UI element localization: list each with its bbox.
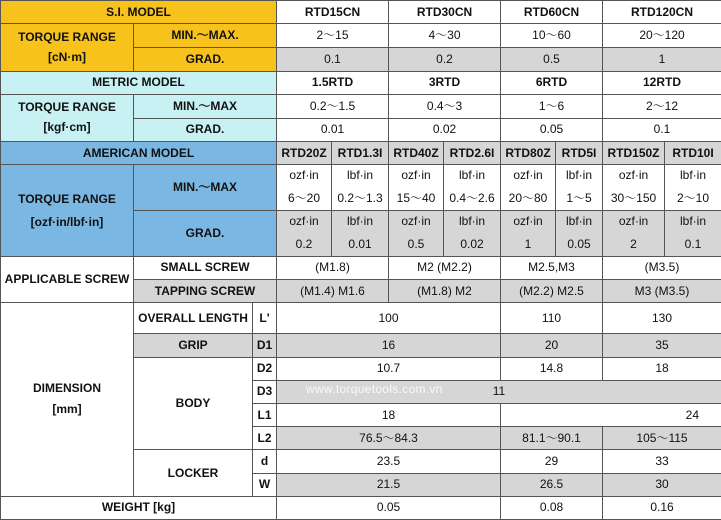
american-min-max-value: 30～150 — [610, 191, 657, 206]
metric-min-max-4: 2～12 — [603, 94, 721, 118]
american-grad-7 — [603, 210, 665, 256]
l1-code: L1 — [253, 403, 277, 426]
si-grad-label: GRAD. — [134, 48, 277, 71]
grip-3: 35 — [603, 334, 721, 357]
american-min-max-1 — [277, 165, 332, 210]
l2-code: L2 — [253, 427, 277, 450]
american-model-row — [1, 142, 721, 165]
small-screw-4: (M3.5) — [603, 256, 721, 279]
american-min-max-unit: ozf·in — [401, 168, 431, 183]
american-grad-6 — [556, 210, 603, 256]
weight-label: WEIGHT [kg] — [1, 496, 277, 519]
metric-model-3: 6RTD — [501, 71, 603, 94]
american-min-max-unit: lbf·in — [680, 168, 707, 183]
metric-minmax-row — [1, 94, 721, 118]
si-model-label: S.I. MODEL — [1, 1, 277, 24]
metric-torque-range-line1: TORQUE RANGE — [18, 100, 116, 115]
tapping-screw-label: TAPPING SCREW — [134, 280, 277, 303]
american-model-7: RTD150Z — [603, 142, 665, 165]
locker-label: LOCKER — [134, 450, 253, 496]
l2-1: 76.5～84.3 — [277, 427, 501, 450]
american-model-6: RTD5I — [556, 142, 603, 165]
si-min-max-label: MIN.～MAX. — [134, 24, 277, 48]
american-min-max-unit: ozf·in — [289, 168, 319, 183]
american-grad-value: 0.2 — [295, 237, 313, 252]
american-grad-value: 0.02 — [460, 237, 484, 252]
american-min-max-6 — [556, 165, 603, 210]
tapping-screw-3: (M2.2) M2.5 — [501, 280, 603, 303]
metric-grad-4: 0.1 — [603, 118, 721, 141]
american-model-1: RTD20Z — [277, 142, 332, 165]
grip-2: 20 — [501, 334, 603, 357]
american-grad-unit: ozf·in — [618, 214, 649, 229]
overall-length-row — [1, 303, 721, 334]
tapping-screw-2: (M1.8) M2 — [389, 280, 501, 303]
weight-2: 0.08 — [501, 496, 603, 519]
american-torque-range-label — [1, 165, 134, 257]
american-grad-1 — [277, 210, 332, 256]
american-min-max-3 — [389, 165, 444, 210]
locker-d-code: d — [253, 450, 277, 473]
si-torque-range-line1: TORQUE RANGE — [18, 29, 116, 44]
locker-d-2: 29 — [501, 450, 603, 473]
metric-min-max-1: 0.2～1.5 — [277, 94, 389, 118]
metric-model-label: METRIC MODEL — [1, 71, 277, 94]
american-grad-unit: ozf·in — [289, 214, 319, 229]
american-grad-value: 0.5 — [407, 237, 425, 252]
american-min-max-2 — [332, 165, 389, 210]
si-model-3: RTD60CN — [501, 1, 603, 24]
si-model-4: RTD120CN — [603, 1, 721, 24]
si-model-2: RTD30CN — [389, 1, 501, 24]
american-grad-unit: lbf·in — [680, 214, 707, 229]
metric-grad-2: 0.02 — [389, 118, 501, 141]
metric-grad-label: GRAD. — [134, 118, 277, 141]
american-grad-value: 0.01 — [348, 237, 372, 252]
tapping-screw-4: M3 (M3.5) — [603, 280, 721, 303]
american-min-max-unit: lbf·in — [346, 168, 373, 183]
l1-1: 18 — [277, 403, 501, 426]
american-min-max-5 — [501, 165, 556, 210]
american-grad-unit: lbf·in — [346, 214, 373, 229]
metric-min-max-label: MIN.～MAX — [134, 94, 277, 118]
metric-min-max-3: 1～6 — [501, 94, 603, 118]
american-grad-3 — [389, 210, 444, 256]
si-min-max-3: 10～60 — [501, 24, 603, 48]
grip-1: 16 — [277, 334, 501, 357]
si-torque-range-unit: [cN·m] — [48, 49, 86, 64]
american-grad-unit: ozf·in — [401, 214, 431, 229]
american-min-max-7 — [603, 165, 665, 210]
small-screw-2: M2 (M2.2) — [389, 256, 501, 279]
american-min-max-value: 15～40 — [396, 191, 436, 206]
american-min-max-label: MIN.～MAX — [134, 165, 277, 210]
american-min-max-unit: ozf·in — [513, 168, 543, 183]
american-min-max-value: 2～10 — [676, 191, 710, 206]
applicable-screw-label: APPLICABLE SCREW — [1, 256, 134, 302]
american-grad-4 — [444, 210, 501, 256]
small-screw-row — [1, 256, 721, 279]
american-min-max-unit: lbf·in — [458, 168, 485, 183]
small-screw-label: SMALL SCREW — [134, 256, 277, 279]
overall-length-code: L' — [253, 303, 277, 334]
american-grad-unit: lbf·in — [565, 214, 592, 229]
si-torque-range-label — [1, 24, 134, 71]
si-min-max-4: 20～120 — [603, 24, 721, 48]
si-grad-1: 0.1 — [277, 48, 389, 71]
dimension-label — [1, 303, 134, 496]
dimension-label-unit: [mm] — [52, 402, 82, 417]
american-torque-range-line1: TORQUE RANGE — [18, 191, 116, 206]
american-model-4: RTD2.6I — [444, 142, 501, 165]
american-min-max-4 — [444, 165, 501, 210]
american-model-3: RTD40Z — [389, 142, 444, 165]
weight-1: 0.05 — [277, 496, 501, 519]
d2-code: D2 — [253, 357, 277, 380]
overall-length-label: OVERALL LENGTH — [134, 303, 253, 334]
si-model-row — [1, 1, 721, 24]
locker-d-1: 23.5 — [277, 450, 501, 473]
american-min-max-8 — [665, 165, 721, 210]
metric-model-2: 3RTD — [389, 71, 501, 94]
d3-code: D3 — [253, 380, 277, 403]
weight-row — [1, 496, 721, 519]
american-model-5: RTD80Z — [501, 142, 556, 165]
si-min-max-2: 4～30 — [389, 24, 501, 48]
american-min-max-unit: lbf·in — [565, 168, 592, 183]
l2-2: 81.1～90.1 — [501, 427, 603, 450]
body-label: BODY — [134, 357, 253, 450]
metric-torque-range-label — [1, 94, 134, 141]
d2-1: 10.7 — [277, 357, 501, 380]
metric-model-4: 12RTD — [603, 71, 721, 94]
locker-w-code: W — [253, 473, 277, 496]
si-min-max-1: 2～15 — [277, 24, 389, 48]
american-min-max-value: 6～20 — [287, 191, 321, 206]
american-grad-5 — [501, 210, 556, 256]
american-grad-value: 1 — [524, 237, 532, 252]
american-min-max-unit: ozf·in — [618, 168, 649, 183]
d3-value: 11 — [277, 380, 721, 403]
american-model-8: RTD10I — [665, 142, 721, 165]
l2-3: 105～115 — [603, 427, 721, 450]
watermark-text: www.torquetools.com.vn — [306, 382, 443, 396]
american-grad-unit: ozf·in — [513, 214, 543, 229]
american-min-max-value: 0.4～2.6 — [449, 191, 495, 206]
locker-w-1: 21.5 — [277, 473, 501, 496]
metric-grad-3: 0.05 — [501, 118, 603, 141]
locker-w-3: 30 — [603, 473, 721, 496]
overall-length-1: 100 — [277, 303, 501, 334]
overall-length-2: 110 — [501, 303, 603, 334]
american-grad-8 — [665, 210, 721, 256]
si-minmax-row — [1, 24, 721, 48]
l1-2: 24 — [501, 403, 721, 426]
american-model-label: AMERICAN MODEL — [1, 142, 277, 165]
small-screw-1: (M1.8) — [277, 256, 389, 279]
american-grad-label: GRAD. — [134, 210, 277, 256]
dimension-label-line1: DIMENSION — [32, 381, 101, 396]
locker-d-3: 33 — [603, 450, 721, 473]
small-screw-3: M2.5,M3 — [501, 256, 603, 279]
si-grad-2: 0.2 — [389, 48, 501, 71]
american-minmax-row — [1, 165, 721, 210]
weight-3: 0.16 — [603, 496, 721, 519]
si-grad-3: 0.5 — [501, 48, 603, 71]
d2-2: 14.8 — [501, 357, 603, 380]
american-min-max-value: 0.2～1.3 — [337, 191, 383, 206]
d2-3: 18 — [603, 357, 721, 380]
si-grad-4: 1 — [603, 48, 721, 71]
overall-length-3: 130 — [603, 303, 721, 334]
american-grad-unit: lbf·in — [458, 214, 485, 229]
tapping-screw-1: (M1.4) M1.6 — [277, 280, 389, 303]
american-model-2: RTD1.3I — [332, 142, 389, 165]
american-grad-value: 0.1 — [684, 237, 702, 252]
metric-model-1: 1.5RTD — [277, 71, 389, 94]
grip-code: D1 — [253, 334, 277, 357]
locker-w-2: 26.5 — [501, 473, 603, 496]
metric-torque-range-unit: [kgf·cm] — [43, 120, 91, 135]
metric-grad-1: 0.01 — [277, 118, 389, 141]
american-grad-value: 2 — [630, 237, 637, 252]
american-min-max-value: 1～5 — [566, 191, 592, 206]
american-torque-range-unit: [ozf·in/lbf·in] — [30, 214, 104, 229]
metric-model-row — [1, 71, 721, 94]
american-grad-2 — [332, 210, 389, 256]
grip-label: GRIP — [134, 334, 253, 357]
si-model-1: RTD15CN — [277, 1, 389, 24]
american-min-max-value: 20～80 — [508, 191, 548, 206]
metric-min-max-2: 0.4～3 — [389, 94, 501, 118]
american-grad-value: 0.05 — [567, 237, 591, 252]
